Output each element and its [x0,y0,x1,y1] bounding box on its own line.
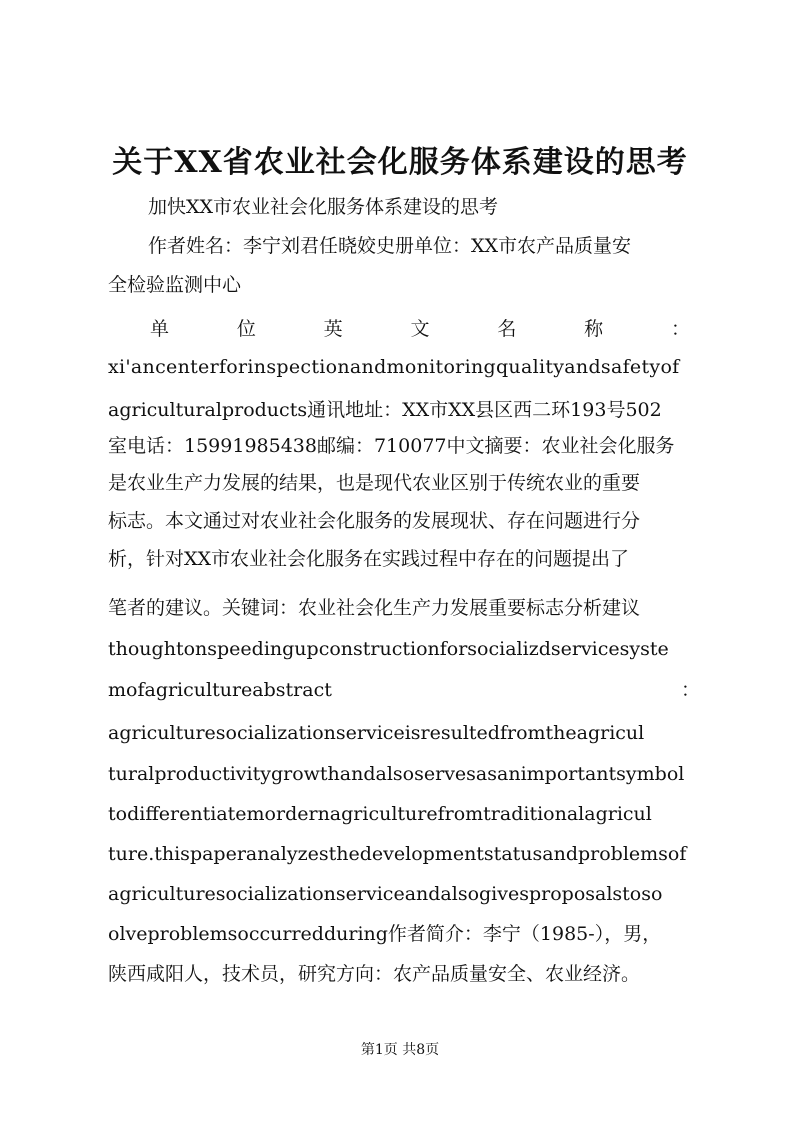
author-bio-line: 陕西咸阳人，技术员，研究方向：农产品质量安全、农业经济。 [108,963,641,985]
keywords-line: 笔者的建议。关键词：农业社会化生产力发展重要标志分析建议 [108,597,641,619]
label-char: 单 [150,318,170,340]
page-footer: 第1页 共8页 [360,1042,440,1058]
body-line: todifferentiatemordernagriculturefromtraditionalagricul [108,803,652,825]
subtitle-line: 加快XX市农业社会化服务体系建设的思考 [148,196,499,218]
body-line: 全检验监测中心 [108,274,242,296]
body-line: 是农业生产力发展的结果，也是现代农业区别于传统农业的重要 [108,472,641,494]
body-line: 标志。本文通过对农业社会化服务的发展现状、存在问题进行分 [108,510,641,532]
label-char: 名 [497,318,517,340]
abstract-line [108,676,700,704]
body-line: agriculturesocializationserviceandalsogivesproposalstoso [108,883,663,905]
body-line: ture.thispaperanalyzesthedevelopmentstatusandproblemsof [108,843,687,865]
body-line: agriculturesocializationserviceisresultedfromtheagricul [108,722,645,744]
unit-english-label [150,315,690,343]
abstract-text: mofagricultureabstract [108,679,332,701]
body-line: olveproblemsoccurredduring作者简介：李宁（1985-），男， [108,923,662,945]
body-line: turalproductivitygrowthandalsoservesasanimportantsymbol [108,763,685,785]
label-char: 位 [236,318,256,340]
label-char: 称 [584,318,604,340]
body-line: agriculturalproducts通讯地址：XX市XX县区西二环193号502 [108,399,662,421]
body-line: 室电话：15991985438邮编：710077中文摘要：农业社会化服务 [108,435,675,457]
body-line: thoughtonspeedingupconstructionforsocializdservicesyste [108,638,669,660]
author-line: 作者姓名：李宁刘君任晓姣史册单位：XX市农产品质量安 [148,235,632,257]
body-line: xi'ancenterforinspectionandmonitoringqualityandsafetyof [108,356,680,378]
label-char: ： [670,318,690,340]
body-line: 析，针对XX市农业社会化服务在实践过程中存在的问题提出了 [108,548,630,570]
label-char: 英 [323,318,343,340]
abstract-colon: ： [680,679,700,701]
label-char: 文 [410,318,430,340]
document-title: 关于XX省农业社会化服务体系建设的思考 [112,145,688,180]
